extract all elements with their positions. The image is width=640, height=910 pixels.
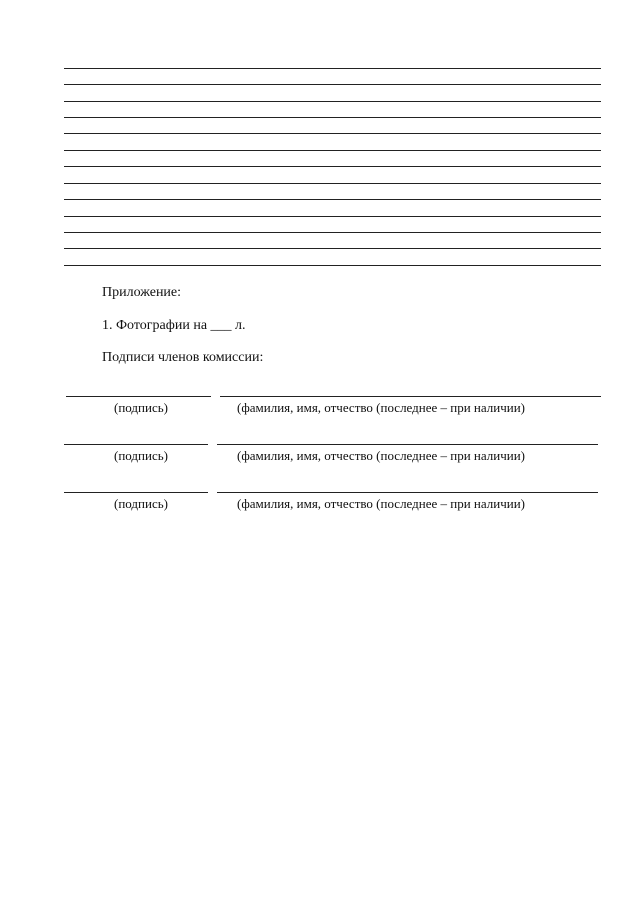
blank-line bbox=[64, 199, 601, 200]
signature-caption: (подпись) bbox=[114, 448, 168, 463]
blank-line bbox=[64, 216, 601, 217]
blank-line bbox=[64, 84, 601, 85]
signature-caption: (подпись) bbox=[114, 400, 168, 415]
blank-line bbox=[64, 133, 601, 134]
blank-line bbox=[64, 68, 601, 69]
name-caption: (фамилия, имя, отчество (последнее – при наличии) bbox=[237, 448, 525, 463]
blank-line bbox=[64, 101, 601, 102]
name-line bbox=[217, 492, 598, 493]
appendix-heading: Приложение: bbox=[102, 285, 182, 300]
blank-line bbox=[64, 183, 601, 184]
signature-caption: (подпись) bbox=[114, 496, 168, 511]
signature-line bbox=[64, 492, 208, 493]
blank-line bbox=[64, 150, 601, 151]
blank-line bbox=[64, 248, 601, 249]
name-caption: (фамилия, имя, отчество (последнее – при наличии) bbox=[237, 496, 525, 511]
signatures-heading: Подписи членов комиссии: bbox=[102, 350, 264, 365]
blank-line bbox=[64, 232, 601, 233]
signature-line bbox=[66, 396, 211, 397]
blank-line bbox=[64, 265, 601, 266]
blank-line bbox=[64, 166, 601, 167]
name-caption: (фамилия, имя, отчество (последнее – при наличии) bbox=[237, 400, 525, 415]
blank-line bbox=[64, 117, 601, 118]
name-line bbox=[220, 396, 601, 397]
name-line bbox=[217, 444, 598, 445]
signature-line bbox=[64, 444, 208, 445]
appendix-item-photos: 1. Фотографии на ___ л. bbox=[102, 318, 246, 333]
